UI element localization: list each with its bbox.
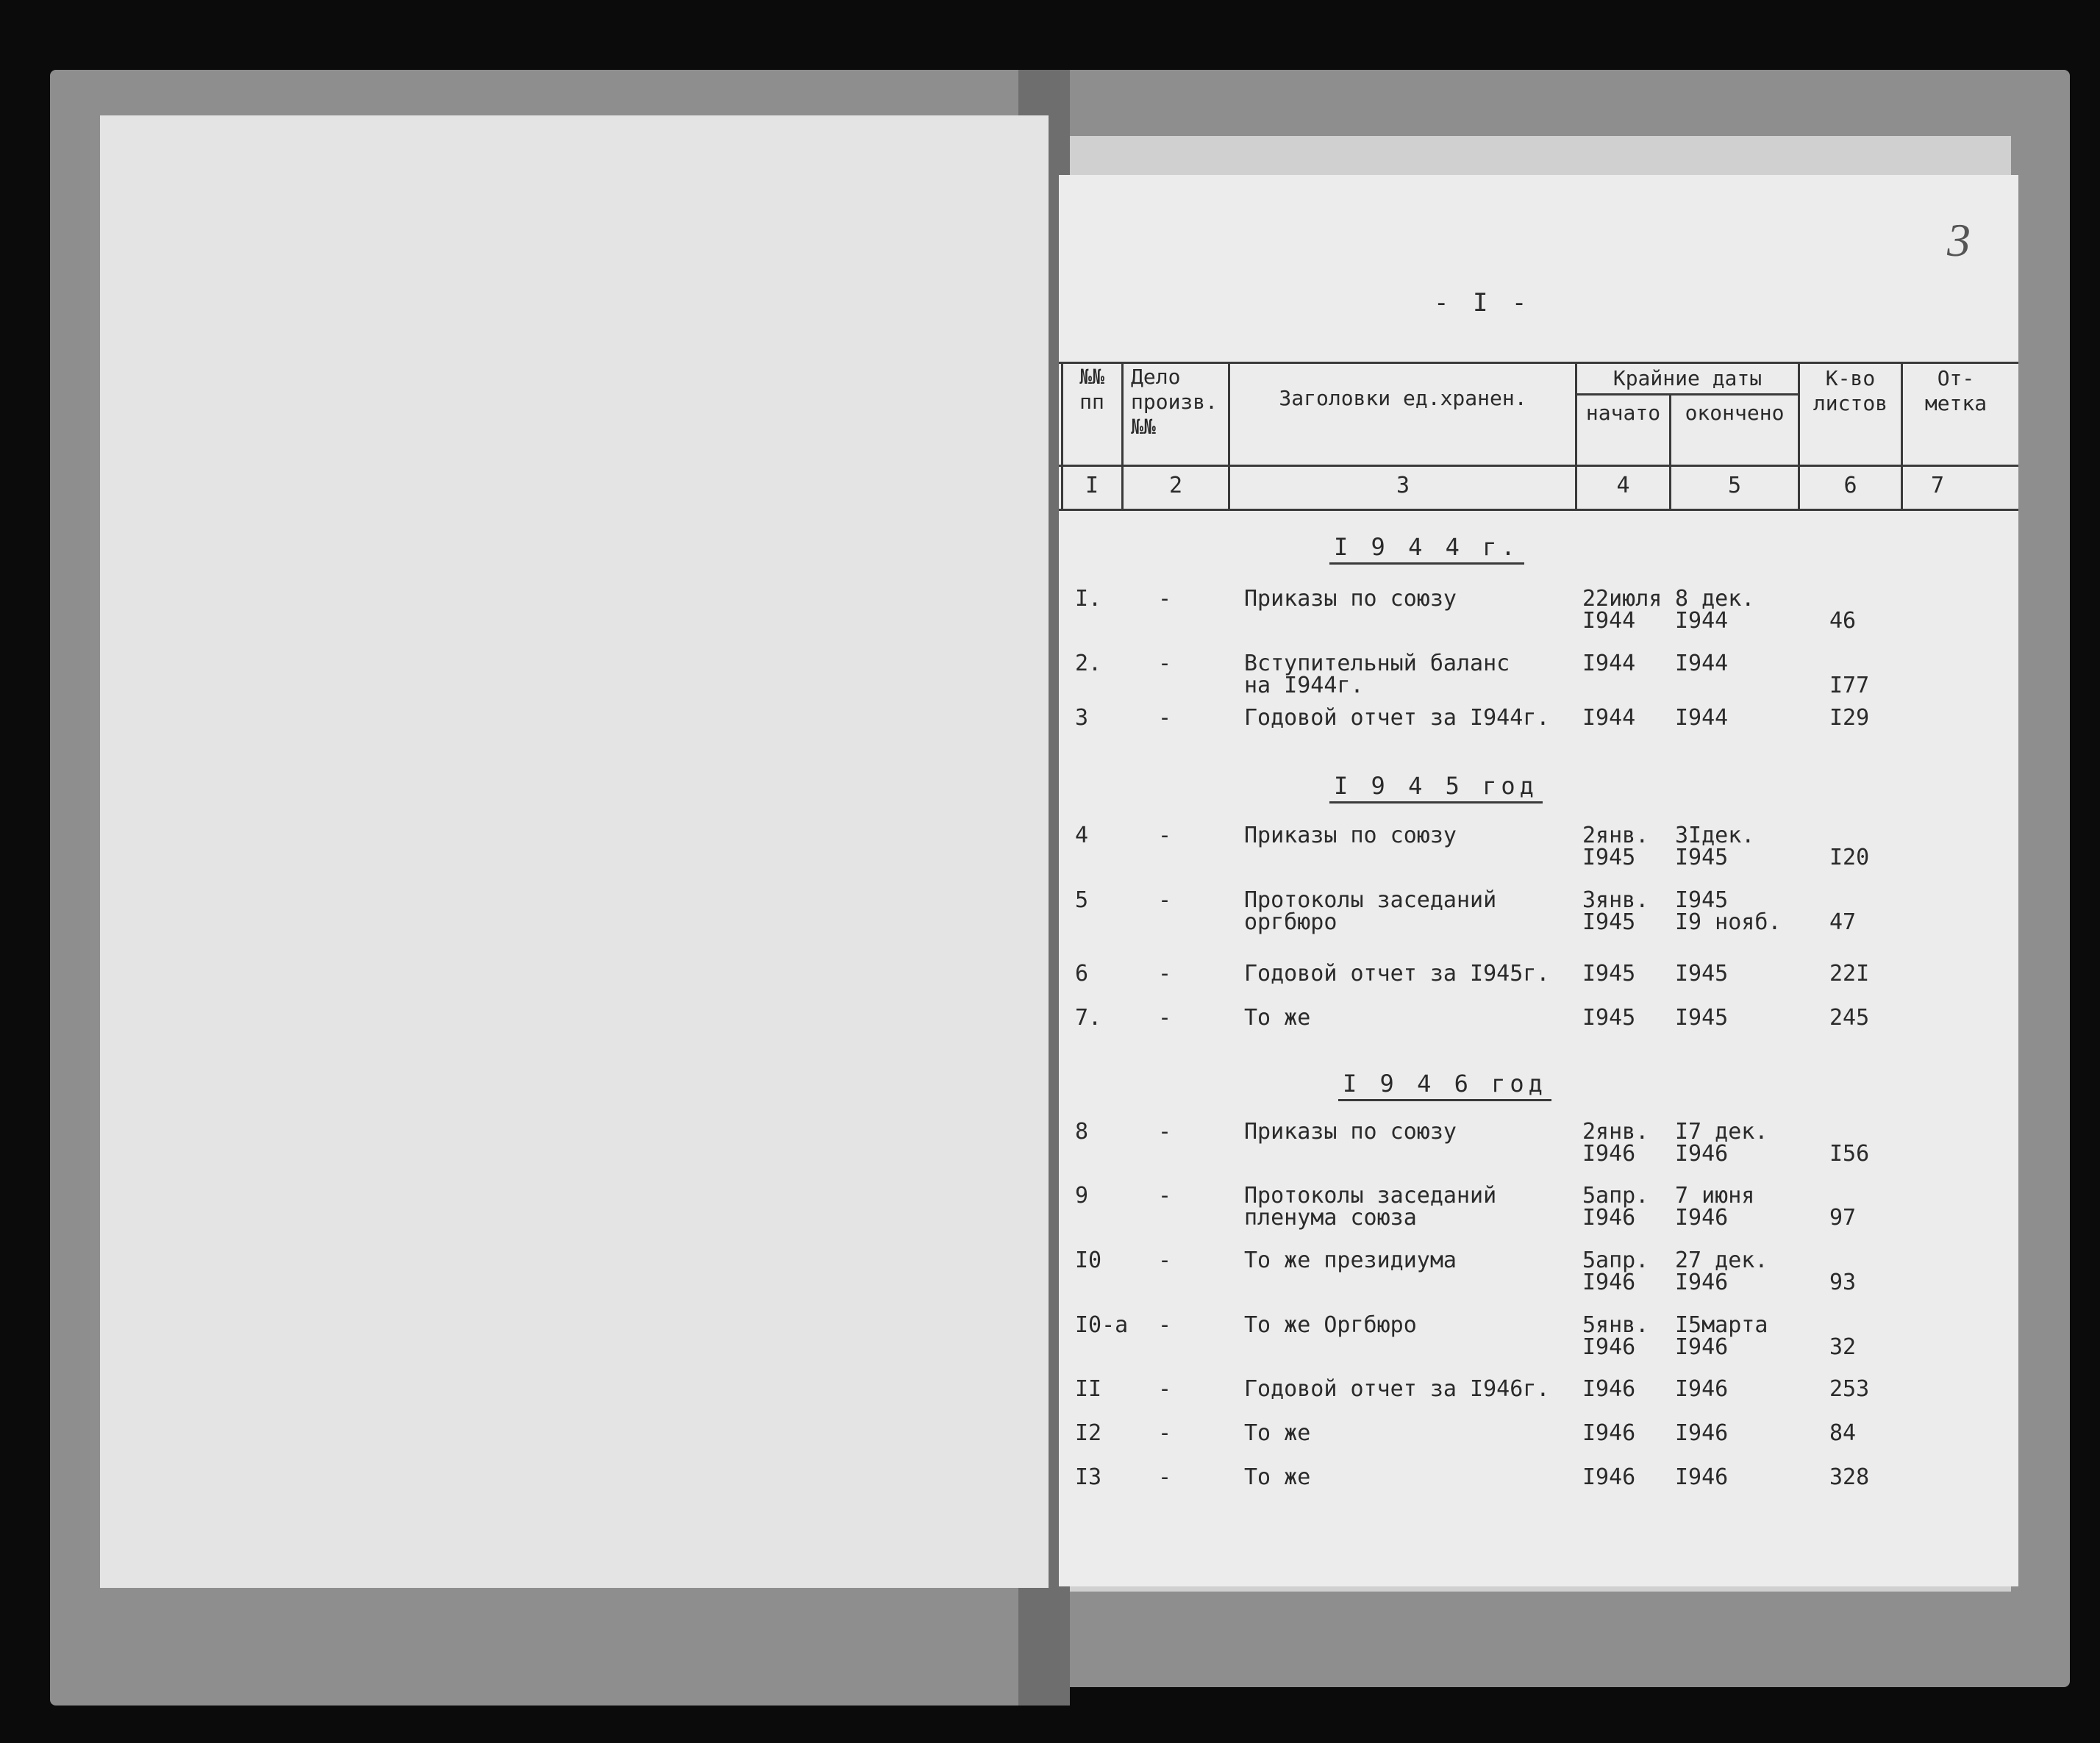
dates-sub-rule [1575,393,1799,396]
header-dates: Крайние даты [1613,366,1763,390]
header-end: окончено [1685,401,1785,425]
row-start-date: 2янв. I945 [1582,823,1649,870]
row-end-date: I5марта I946 [1675,1312,1768,1360]
handwritten-page-number: 3 [1947,214,1971,266]
col-rule-6 [1901,362,1903,509]
row-sheet-count: 97 [1829,1205,1857,1231]
row-case: - [1158,1119,1172,1145]
row-num: 5 [1075,887,1089,913]
row-sheet-count: I29 [1829,705,1870,731]
row-start-date: I945 [1582,1005,1636,1031]
row-case: - [1158,887,1172,913]
row-sheet-count: 245 [1829,1005,1870,1031]
row-sheet-count: I77 [1829,673,1870,698]
row-num: I3 [1075,1464,1102,1490]
row-title: Протоколы заседаний пленума союза [1244,1183,1497,1231]
row-sheet-count: I20 [1829,845,1870,870]
header-bottom-rule [1059,509,2018,511]
folio-number: - I - [1434,288,1532,318]
row-end-date: I946 [1675,1376,1729,1402]
row-case: - [1158,1376,1172,1402]
row-num: 6 [1075,961,1089,987]
row-num: II [1075,1376,1102,1402]
row-case: - [1158,1464,1172,1490]
row-end-date: I946 [1675,1464,1729,1490]
row-case: - [1158,705,1172,731]
row-sheet-count: 32 [1829,1334,1857,1360]
header-mid-rule [1059,465,2018,467]
header-start: начато [1585,401,1661,425]
row-case: - [1158,823,1172,848]
row-sheet-count: I56 [1829,1141,1870,1167]
row-start-date: 22июля I944 [1582,586,1663,634]
row-title: Годовой отчет за I944г. [1244,705,1550,731]
row-num: 8 [1075,1119,1089,1145]
row-case: - [1158,1248,1172,1273]
row-num: I0 [1075,1248,1102,1273]
row-case: - [1158,1005,1172,1031]
row-title: Приказы по союзу [1244,1119,1457,1145]
row-title: Протоколы заседаний оргбюро [1244,887,1497,935]
row-end-date: I944 [1675,651,1729,676]
row-end-date: I946 [1675,1420,1729,1446]
row-title: Годовой отчет за I946г. [1244,1376,1550,1402]
row-title: То же Оргбюро [1244,1312,1417,1338]
table-top-rule [1059,362,2018,364]
row-num: I2 [1075,1420,1102,1446]
row-sheet-count: 328 [1829,1464,1870,1490]
row-start-date: I946 [1582,1464,1636,1490]
header-case: Дело произв. №№ [1131,365,1218,439]
row-num: 4 [1075,823,1089,848]
row-start-date: 5апр. I946 [1582,1248,1649,1295]
row-start-date: I945 [1582,961,1636,987]
row-case: - [1158,1312,1172,1338]
row-start-date: I946 [1582,1420,1636,1446]
row-start-date: 5янв. I946 [1582,1312,1649,1360]
row-start-date: 3янв. I945 [1582,887,1649,935]
header-mark: От- метка [1924,366,1988,415]
row-num: 9 [1075,1183,1089,1209]
col-number-6: 6 [1843,473,1857,498]
row-title: То же [1244,1420,1311,1446]
section-year-1946: I 9 4 6 год [1338,1070,1551,1101]
row-end-date: I945 [1675,961,1729,987]
row-end-date: I7 дек. I946 [1675,1119,1768,1167]
row-num: I. [1075,586,1102,612]
row-num: 2. [1075,651,1102,676]
row-num: 7. [1075,1005,1102,1031]
row-title: То же [1244,1005,1311,1031]
row-sheet-count: 46 [1829,608,1857,634]
row-sheet-count: 84 [1829,1420,1857,1446]
row-title: То же президиума [1244,1248,1457,1273]
col-number-3: 3 [1396,473,1410,498]
row-end-date: I944 [1675,705,1729,731]
col-number-5: 5 [1727,473,1742,498]
row-start-date: I944 [1582,705,1636,731]
row-end-date: 8 дек. I944 [1675,586,1755,634]
col-number-4: 4 [1616,473,1630,498]
row-sheet-count: 253 [1829,1376,1870,1402]
header-sheets: К-во листов [1813,366,1888,415]
row-title: Вступительный баланс на I944г. [1244,651,1510,698]
row-case: - [1158,1420,1172,1446]
row-num: I0-а [1075,1312,1129,1338]
row-start-date: 2янв. I946 [1582,1119,1649,1167]
section-year-1945: I 9 4 5 год [1329,772,1543,804]
row-start-date: I946 [1582,1376,1636,1402]
row-end-date: 27 дек. I946 [1675,1248,1768,1295]
row-sheet-count: 22I [1829,961,1870,987]
row-title: Годовой отчет за I945г. [1244,961,1550,987]
row-case: - [1158,961,1172,987]
header-num: №№ пп [1079,365,1104,414]
header-title: Заголовки ед.хранен. [1279,386,1527,410]
row-end-date: I945 I9 нояб. [1675,887,1782,935]
col-number-1: I [1085,473,1099,498]
row-num: 3 [1075,705,1089,731]
row-sheet-count: 93 [1829,1270,1857,1295]
section-year-1944: I 9 4 4 г. [1329,533,1524,565]
row-end-date: 7 июня I946 [1675,1183,1755,1231]
row-start-date: 5апр. I946 [1582,1183,1649,1231]
row-title: Приказы по союзу [1244,823,1457,848]
row-end-date: 3Iдек. I945 [1675,823,1755,870]
row-case: - [1158,1183,1172,1209]
row-case: - [1158,651,1172,676]
row-title: Приказы по союзу [1244,586,1457,612]
row-start-date: I944 [1582,651,1636,676]
row-end-date: I945 [1675,1005,1729,1031]
left-blank-page [100,115,1049,1588]
row-sheet-count: 47 [1829,909,1857,935]
row-title: То же [1244,1464,1311,1490]
row-case: - [1158,586,1172,612]
col-number-2: 2 [1168,473,1183,498]
col-number-7: 7 [1930,473,1945,498]
